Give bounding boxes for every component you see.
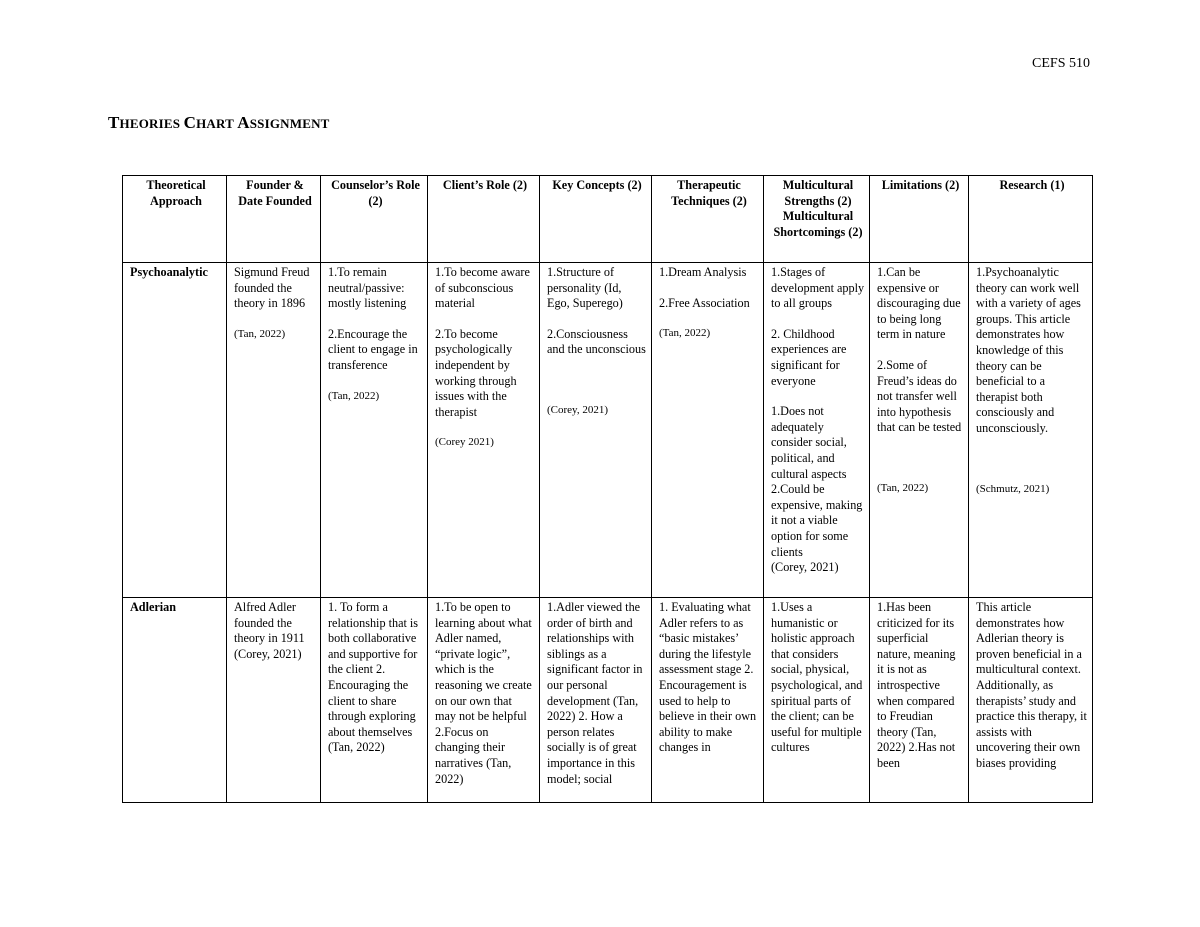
column-header: Theoretical Approach bbox=[123, 176, 227, 263]
multicultural-cell: 1.Stages of development apply to all groups 2. Childhood experiences are significant for everyone 1.Does not adequately consider social, political, and cultural aspects 2.Could be expensive, making it not a viable option for some clients (Corey, 2021) bbox=[764, 263, 870, 598]
key-concepts-cell: 1.Adler viewed the order of birth and relationships with siblings as a significant factor in our personal development (Tan, 2022) 2. How a person relates socially is of great importance in this model; social bbox=[540, 598, 652, 803]
key-concepts-cell: 1.Structure of personality (Id, Ego, Superego) 2.Consciousness and the unconscious (Corey, 2021) bbox=[540, 263, 652, 598]
multicultural-cell: 1.Uses a humanistic or holistic approach that considers social, physical, psychological, and spiritual parts of the client; can be useful for multiple cultures bbox=[764, 598, 870, 803]
limitations-cell: 1.Can be expensive or discouraging due to being long term in nature 2.Some of Freud’s ideas do not transfer well into hypothesis that can be tested (Tan, 2022) bbox=[870, 263, 969, 598]
research-cell: This article demonstrates how Adlerian theory is proven beneficial in a multicultural context. Additionally, as therapists’ study and practice this therapy, it assists with uncovering their own biases providing bbox=[969, 598, 1093, 803]
approach-cell: Psychoanalytic bbox=[123, 263, 227, 598]
column-header: Limitations (2) bbox=[870, 176, 969, 263]
column-header: Key Concepts (2) bbox=[540, 176, 652, 263]
column-header: Founder & Date Founded bbox=[227, 176, 321, 263]
theories-table bbox=[122, 175, 1093, 803]
column-header: Counselor’s Role (2) bbox=[321, 176, 428, 263]
client-role-cell: 1.To be open to learning about what Adler named, “private logic”, which is the reasoning we create on our own that may not be helpful 2.Focus on changing their narratives (Tan, 2022) bbox=[428, 598, 540, 803]
counselor-role-cell: 1.To remain neutral/passive: mostly listening 2.Encourage the client to engage in transference (Tan, 2022) bbox=[321, 263, 428, 598]
counselor-role-cell: 1. To form a relationship that is both collaborative and supportive for the client 2. Encouraging the client to share through exploring about themselves (Tan, 2022) bbox=[321, 598, 428, 803]
table-row bbox=[123, 263, 1093, 598]
page-title: THEORIES CHART ASSIGNMENT bbox=[108, 113, 330, 132]
client-role-cell: 1.To become aware of subconscious material 2.To become psychologically independent by working through issues with the therapist (Corey 2021) bbox=[428, 263, 540, 598]
techniques-cell: 1. Evaluating what Adler refers to as “basic mistakes’ during the lifestyle assessment stage 2. Encouragement is used to help to believe in their own ability to make changes in bbox=[652, 598, 764, 803]
limitations-cell: 1.Has been criticized for its superficial nature, meaning it is not as introspective when compared to Freudian theory (Tan, 2022) 2.Has not been bbox=[870, 598, 969, 803]
column-header: Research (1) bbox=[969, 176, 1093, 263]
column-header: Therapeutic Techniques (2) bbox=[652, 176, 764, 263]
column-header: Multicultural Strengths (2) Multicultural Shortcomings (2) bbox=[764, 176, 870, 263]
founder-cell: Alfred Adler founded the theory in 1911 (Corey, 2021) bbox=[227, 598, 321, 803]
table-header-row bbox=[123, 176, 1093, 263]
research-cell: 1.Psychoanalytic theory can work well with a variety of ages groups. This article demonstrates how knowledge of this theory can be beneficial to a therapist both consciously and unconsciously. (Schmutz, 2021) bbox=[969, 263, 1093, 598]
table-row bbox=[123, 598, 1093, 803]
founder-cell: Sigmund Freud founded the theory in 1896 (Tan, 2022) bbox=[227, 263, 321, 598]
approach-cell: Adlerian bbox=[123, 598, 227, 803]
column-header: Client’s Role (2) bbox=[428, 176, 540, 263]
techniques-cell: 1.Dream Analysis 2.Free Association (Tan, 2022) bbox=[652, 263, 764, 598]
course-code: CEFS 510 bbox=[1032, 56, 1090, 71]
